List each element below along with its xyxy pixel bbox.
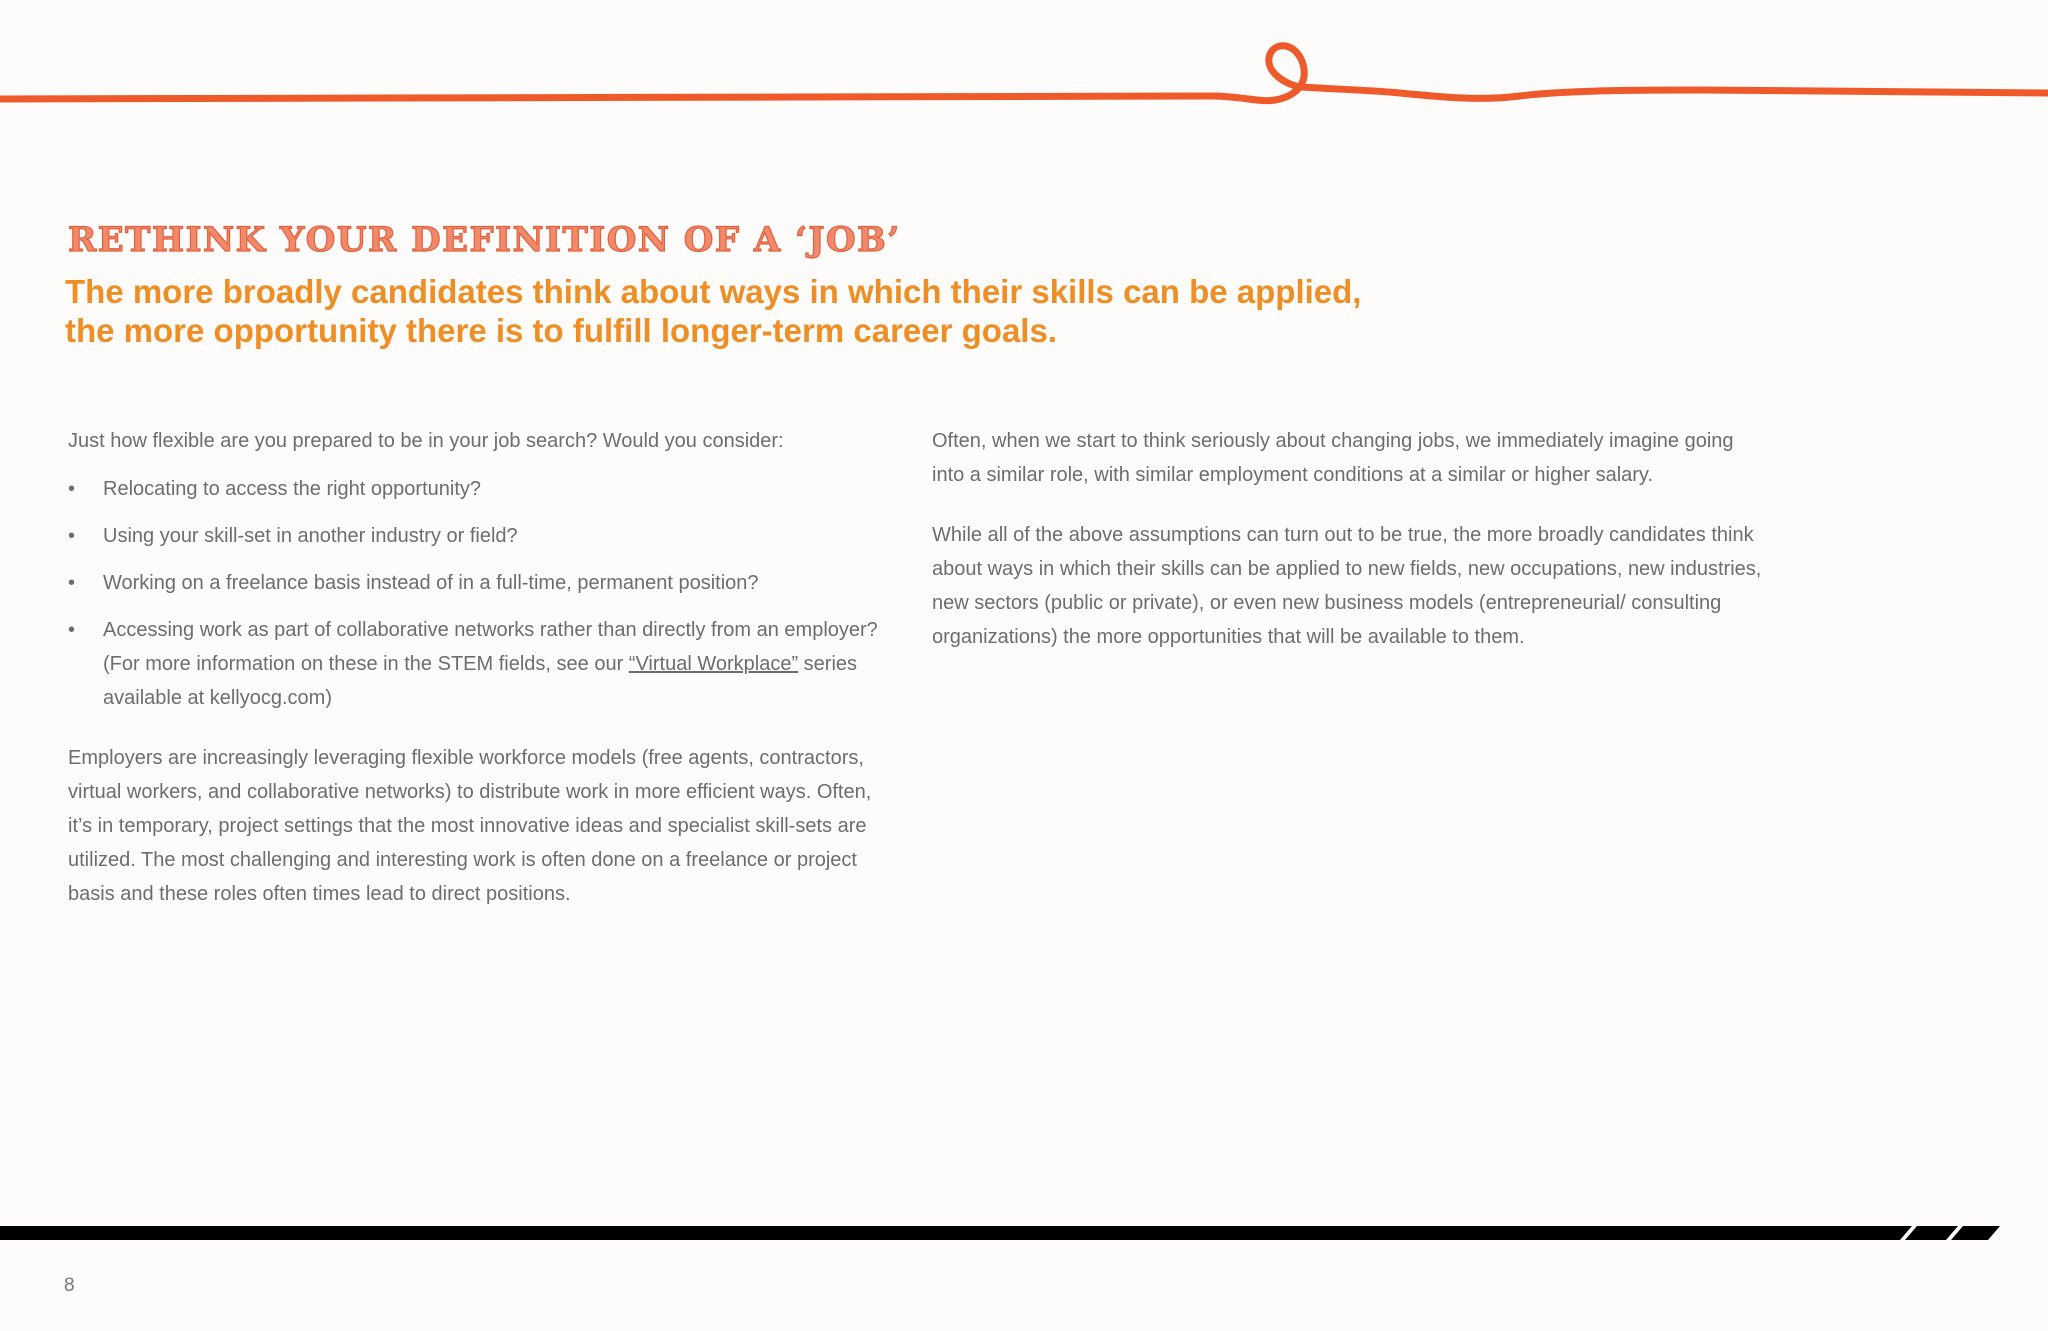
right-paragraph-1: Often, when we start to think seriously about changing jobs, we immediately imagine going into a similar role, with similar employment conditions at a similar or higher salary.: [932, 430, 1734, 486]
intro-paragraph: Just how flexible are you prepared to be in your job search? Would you consider:: [68, 430, 784, 452]
list-item: [68, 472, 888, 506]
bullet-icon: •: [68, 619, 76, 641]
page-headline: RETHINK YOUR DEFINITION OF A ‘JOB’: [68, 220, 901, 260]
subheadline-line-1: The more broadly candidates think about ways in which their skills can be applied,: [65, 273, 1362, 310]
subheadline-line-2: the more opportunity there is to fulfill longer-term career goals.: [65, 312, 1057, 349]
list-item: [68, 613, 888, 715]
orange-rope-line: [0, 0, 2048, 120]
virtual-workplace-link[interactable]: “Virtual Workplace”: [628, 653, 799, 675]
footer-bar: [0, 1222, 2048, 1242]
list-item-text: Accessing work as part of collaborative networks rather than directly from an employer? (For more information on these in the STEM fields, see our: [103, 619, 878, 675]
bullet-icon: •: [68, 478, 76, 500]
bullet-icon: •: [68, 525, 76, 547]
list-item-text: Relocating to access the right opportunity?: [103, 478, 481, 500]
consideration-list: [68, 472, 888, 715]
list-item: [68, 566, 888, 600]
closing-paragraph: Employers are increasingly leveraging flexible workforce models (free agents, contractors, virtual workers, and collaborative networks) to distribute work in more efficient ways. Often, it’s in temporary, project settings that the most innovative ideas and specialist skill-sets are utilized. The most challenging and interesting work is often done on a freelance or project basis and these roles often times lead to direct positions.: [68, 747, 872, 905]
list-item: [68, 519, 888, 553]
bullet-icon: •: [68, 572, 76, 594]
page-subheadline: [65, 272, 1465, 350]
page-number: 8: [64, 1275, 75, 1296]
list-item-text: Using your skill-set in another industry or field?: [103, 525, 518, 547]
list-item-text: Working on a freelance basis instead of in a full-time, permanent position?: [103, 572, 759, 594]
right-paragraph-2: While all of the above assumptions can turn out to be true, the more broadly candidates think about ways in which their skills can be applied to new fields, new occupations, new industries, new sectors (public or private), or even new business models (entrepreneurial/ consulting organizations) the more opportunities that will be available to them.: [932, 524, 1762, 648]
left-column: [68, 424, 888, 911]
list-item-text-after-link: series available at kellyocg.com): [103, 653, 858, 709]
right-column: [932, 424, 1762, 654]
